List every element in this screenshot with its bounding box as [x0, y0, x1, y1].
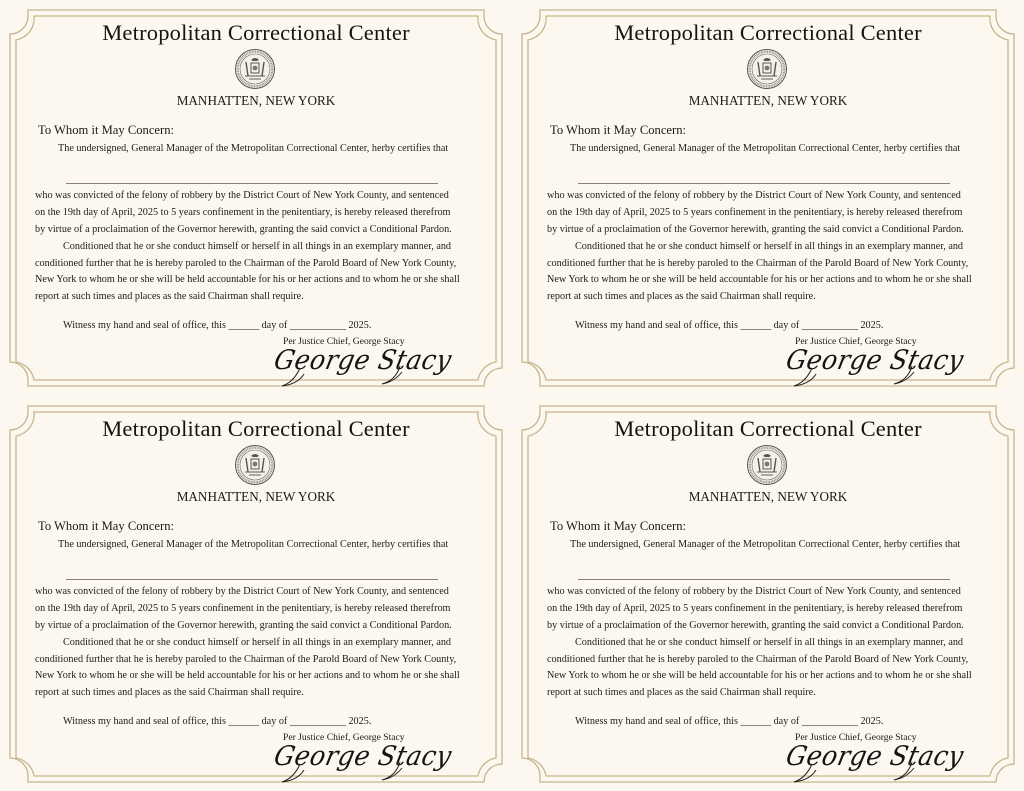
body-line: by virtue of a proclaimation of the Governor herewith, granting the said convict a Conditional Pardon.	[547, 224, 964, 235]
body-line: conditioned further that he is hereby paroled to the Chairman of the Parold Board of New York County,	[35, 654, 457, 665]
certificate-card-4	[512, 396, 1024, 791]
body-line: on the 19th day of April, 2025 to 5 years confinement in the penitentiary, is hereby released therefrom	[35, 207, 451, 218]
certificate-title: Metropolitan Correctional Center	[102, 20, 410, 45]
body-line: Conditioned that he or she conduct himself or herself in all things in an exemplary manner, and	[63, 637, 452, 648]
per-justice-label: Per Justice Chief, George Stacy	[795, 732, 917, 743]
body-line: New York to whom he or she will be held accountable for his or her actions and to whom he or she shall	[35, 274, 460, 285]
name-blank-line	[578, 579, 950, 580]
body-line: report at such times and places as the said Chairman shall require.	[35, 291, 304, 302]
body-line: on the 19th day of April, 2025 to 5 years confinement in the penitentiary, is hereby released therefrom	[547, 207, 963, 218]
body-line: by virtue of a proclaimation of the Governor herewith, granting the said convict a Conditional Pardon.	[547, 620, 964, 631]
signature: George Stacy	[271, 344, 455, 376]
body-line: by virtue of a proclaimation of the Governor herewith, granting the said convict a Conditional Pardon.	[35, 620, 452, 631]
witness-line: Witness my hand and seal of office, this ______ day of ___________ 2025.	[63, 716, 372, 727]
signature: George Stacy	[271, 740, 455, 772]
name-blank-line	[66, 183, 438, 184]
new-york-state-seal-icon	[234, 48, 276, 90]
body-line: who was convicted of the felony of robbery by the District Court of New York County, and sentenced	[547, 586, 961, 597]
signature: George Stacy	[783, 740, 967, 772]
per-justice-label: Per Justice Chief, George Stacy	[795, 336, 917, 347]
signature-flourish	[270, 756, 430, 786]
body-line: New York to whom he or she will be held accountable for his or her actions and to whom he or she shall	[547, 274, 972, 285]
body-line: by virtue of a proclaimation of the Governor herewith, granting the said convict a Conditional Pardon.	[35, 224, 452, 235]
body-line: who was convicted of the felony of robbery by the District Court of New York County, and sentenced	[35, 586, 449, 597]
salutation: To Whom it May Concern:	[38, 123, 174, 137]
body-line: Conditioned that he or she conduct himself or herself in all things in an exemplary manner, and	[63, 241, 452, 252]
body-line: report at such times and places as the said Chairman shall require.	[35, 687, 304, 698]
signature-flourish	[782, 360, 942, 390]
body-line: report at such times and places as the said Chairman shall require.	[547, 291, 816, 302]
certificate-card-3	[0, 396, 512, 791]
location-heading: MANHATTEN, NEW YORK	[176, 93, 336, 108]
body-line: Conditioned that he or she conduct himself or herself in all things in an exemplary manner, and	[575, 637, 964, 648]
body-line: New York to whom he or she will be held accountable for his or her actions and to whom he or she shall	[547, 670, 972, 681]
salutation: To Whom it May Concern:	[550, 123, 686, 137]
body-line: who was convicted of the felony of robbery by the District Court of New York County, and sentenced	[35, 190, 449, 201]
location-heading: MANHATTEN, NEW YORK	[688, 489, 848, 504]
body-line-intro: The undersigned, General Manager of the Metropolitan Correctional Center, herby certifies that	[570, 539, 961, 550]
location-heading: MANHATTEN, NEW YORK	[688, 93, 848, 108]
certificate-title: Metropolitan Correctional Center	[102, 416, 410, 441]
body-line: New York to whom he or she will be held accountable for his or her actions and to whom he or she shall	[35, 670, 460, 681]
signature-flourish	[270, 360, 430, 390]
new-york-state-seal-icon	[234, 444, 276, 486]
body-line: report at such times and places as the said Chairman shall require.	[547, 687, 816, 698]
per-justice-label: Per Justice Chief, George Stacy	[283, 336, 405, 347]
certificate-title: Metropolitan Correctional Center	[614, 416, 922, 441]
body-line-intro: The undersigned, General Manager of the Metropolitan Correctional Center, herby certifies that	[570, 143, 961, 154]
salutation: To Whom it May Concern:	[550, 519, 686, 533]
body-line: conditioned further that he is hereby paroled to the Chairman of the Parold Board of New York County,	[547, 654, 969, 665]
signature-flourish	[782, 756, 942, 786]
witness-line: Witness my hand and seal of office, this ______ day of ___________ 2025.	[575, 320, 884, 331]
name-blank-line	[578, 183, 950, 184]
per-justice-label: Per Justice Chief, George Stacy	[283, 732, 405, 743]
body-line-intro: The undersigned, General Manager of the Metropolitan Correctional Center, herby certifies that	[58, 143, 449, 154]
new-york-state-seal-icon	[746, 48, 788, 90]
body-line: conditioned further that he is hereby paroled to the Chairman of the Parold Board of New York County,	[547, 258, 969, 269]
signature: George Stacy	[783, 344, 967, 376]
name-blank-line	[66, 579, 438, 580]
certificate-title: Metropolitan Correctional Center	[614, 20, 922, 45]
body-line: on the 19th day of April, 2025 to 5 years confinement in the penitentiary, is hereby released therefrom	[547, 603, 963, 614]
certificate-card-1	[0, 0, 512, 395]
body-line: on the 19th day of April, 2025 to 5 years confinement in the penitentiary, is hereby released therefrom	[35, 603, 451, 614]
certificate-card-2	[512, 0, 1024, 395]
witness-line: Witness my hand and seal of office, this ______ day of ___________ 2025.	[575, 716, 884, 727]
new-york-state-seal-icon	[746, 444, 788, 486]
body-line: conditioned further that he is hereby paroled to the Chairman of the Parold Board of New York County,	[35, 258, 457, 269]
body-line-intro: The undersigned, General Manager of the Metropolitan Correctional Center, herby certifies that	[58, 539, 449, 550]
witness-line: Witness my hand and seal of office, this ______ day of ___________ 2025.	[63, 320, 372, 331]
location-heading: MANHATTEN, NEW YORK	[176, 489, 336, 504]
body-line: Conditioned that he or she conduct himself or herself in all things in an exemplary manner, and	[575, 241, 964, 252]
salutation: To Whom it May Concern:	[38, 519, 174, 533]
body-line: who was convicted of the felony of robbery by the District Court of New York County, and sentenced	[547, 190, 961, 201]
